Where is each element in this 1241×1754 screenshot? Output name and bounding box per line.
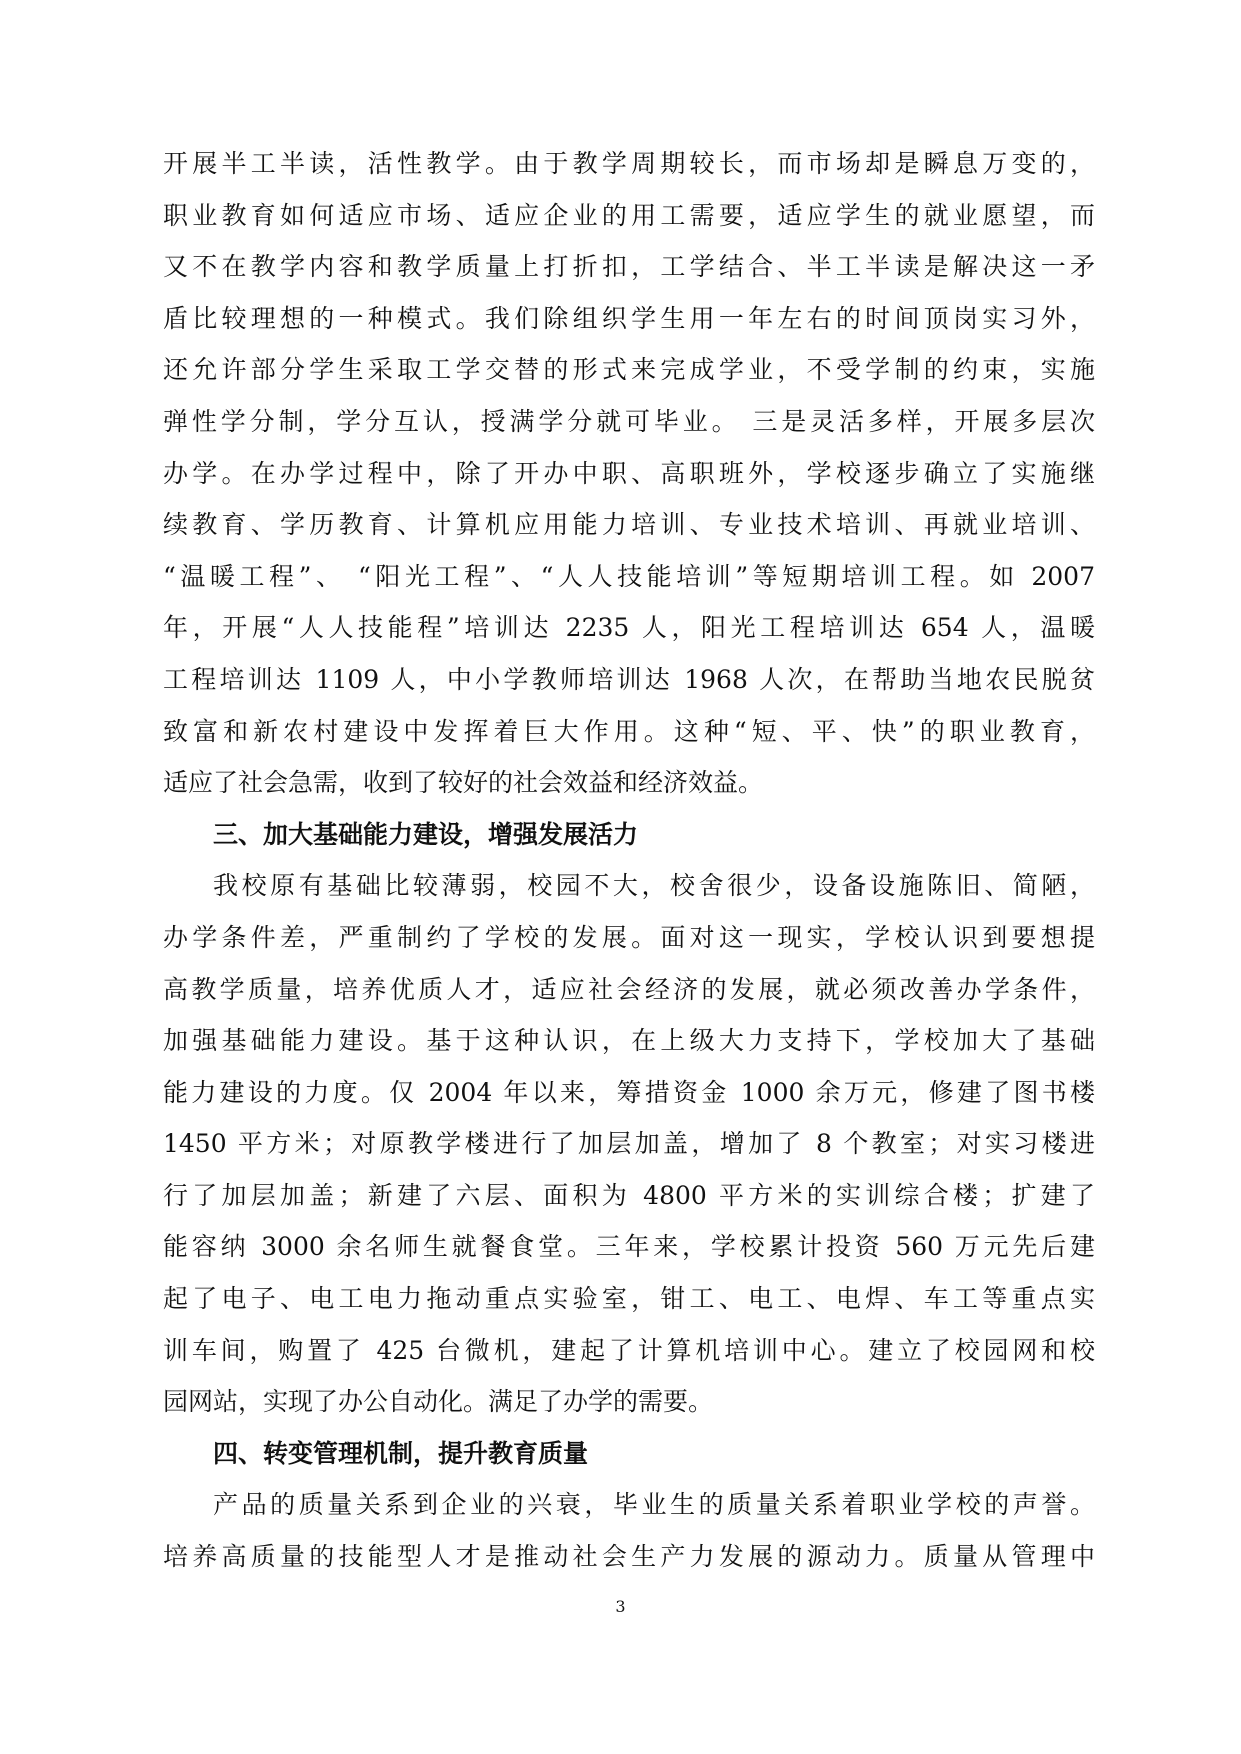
paragraph-line: 职业教育如何适应市场、适应企业的用工需要，适应学生的就业愿望，而 xyxy=(163,200,1095,230)
paragraph-line: 开展半工半读，活性教学。由于教学周期较长，而市场却是瞬息万变的， xyxy=(163,149,1095,178)
paragraph-1 xyxy=(163,138,1095,809)
paragraph-line: 工程培训达 1109 人，中小学教师培训达 1968 人次，在帮助当地农民脱贫 xyxy=(163,664,1095,694)
paragraph-line: 高教学质量，培养优质人才，适应社会经济的发展，就必须改善办学条件， xyxy=(163,974,1095,1004)
page-number: 3 xyxy=(615,1597,626,1616)
paragraph-line: 园网站，实现了办公自动化。满足了办学的需要。 xyxy=(163,1387,714,1417)
paragraph-line: 又不在教学内容和教学质量上打折扣，工学结合、半工半读是解决这一矛 xyxy=(163,252,1095,282)
paragraph-3 xyxy=(163,1479,1095,1582)
paragraph-line: 盾比较理想的一种模式。我们除组织学生用一年左右的时间顶岗实习外， xyxy=(163,303,1095,333)
paragraph-line: 还允许部分学生采取工学交替的形式来完成学业，不受学制的约束，实施 xyxy=(163,355,1095,385)
paragraph-line: 办学。在办学过程中，除了开办中职、高职班外，学校逐步确立了实施继 xyxy=(163,458,1095,488)
paragraph-line: 适应了社会急需，收到了较好的社会效益和经济效益。 xyxy=(163,768,764,798)
paragraph-line: 行了加层加盖；新建了六层、面积为 4800 平方米的实训综合楼；扩建了 xyxy=(163,1180,1095,1210)
paragraph-line: 加强基础能力建设。基于这种认识，在上级大力支持下，学校加大了基础 xyxy=(163,1026,1095,1056)
paragraph-line: 能容纳 3000 余名师生就餐食堂。三年来，学校累计投资 560 万元先后建 xyxy=(163,1232,1095,1262)
paragraph-line: 1450 平方米；对原教学楼进行了加层加盖，增加了 8 个教室；对实习楼进 xyxy=(163,1129,1095,1159)
paragraph-line: 弹性学分制，学分互认，授满学分就可毕业。 三是灵活多样，开展多层次 xyxy=(163,406,1095,436)
paragraph-line: 培养高质量的技能型人才是推动社会生产力发展的源动力。质量从管理中 xyxy=(163,1542,1095,1572)
paragraph-line: 能力建设的力度。仅 2004 年以来，筹措资金 1000 余万元，修建了图书楼 xyxy=(163,1077,1095,1107)
paragraph-line: 产品的质量关系到企业的兴衰，毕业生的质量关系着职业学校的声誉。 xyxy=(213,1490,1095,1520)
paragraph-line: “温暖工程”、 “阳光工程”、“人人技能培训”等短期培训工程。如 2007 xyxy=(163,561,1095,591)
text-column xyxy=(163,138,1095,1583)
section-heading-4: 四、转变管理机制，提升教育质量 xyxy=(213,1438,589,1468)
paragraph-line: 起了电子、电工电力拖动重点实验室，钳工、电工、电焊、车工等重点实 xyxy=(163,1284,1095,1314)
paragraph-line: 我校原有基础比较薄弱，校园不大，校舍很少，设备设施陈旧、简陋， xyxy=(213,871,1095,901)
paragraph-line: 年，开展“人人技能程”培训达 2235 人，阳光工程培训达 654 人，温暖 xyxy=(163,613,1095,643)
paragraph-line: 续教育、学历教育、计算机应用能力培训、专业技术培训、再就业培训、 xyxy=(163,510,1095,540)
section-heading-3: 三、加大基础能力建设，增强发展活力 xyxy=(213,819,639,849)
paragraph-line: 办学条件差，严重制约了学校的发展。面对这一现实，学校认识到要想提 xyxy=(163,922,1095,952)
paragraph-line: 致富和新农村建设中发挥着巨大作用。这种“短、平、快”的职业教育， xyxy=(163,716,1095,746)
paragraph-line: 训车间，购置了 425 台微机，建起了计算机培训中心。建立了校园网和校 xyxy=(163,1335,1095,1365)
paragraph-2 xyxy=(163,860,1095,1428)
